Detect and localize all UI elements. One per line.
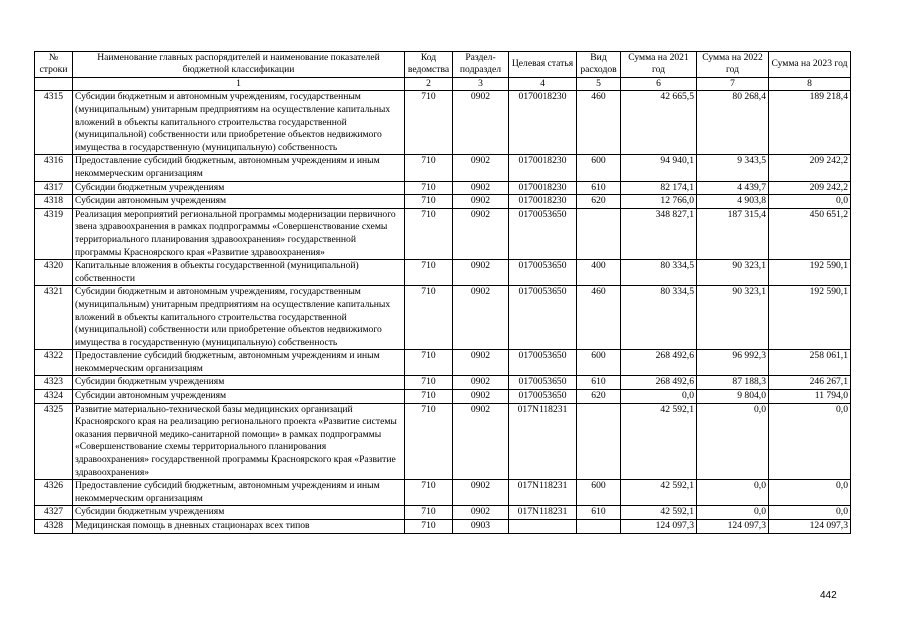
row-sum-2021: 268 492,6: [621, 350, 697, 376]
column-index-cell: 6: [621, 77, 697, 91]
row-exp-type: [577, 520, 621, 534]
row-target: [509, 520, 577, 534]
row-sum-2023: 11 794,0: [769, 390, 851, 404]
row-dept-code: 710: [405, 208, 453, 259]
row-name: Субсидии бюджетным и автономным учреждениям, государственным (муниципальным) унитарным предприятиям на осуществление капитальных вложений в объекты капитального строительства государственной (муниципальной) собственности или приобретение объектов недвижимого имущества в государственную (муниципальную) собственность: [73, 91, 405, 155]
column-index-cell: 1: [73, 77, 405, 91]
row-sum-2021: 42 592,1: [621, 403, 697, 480]
header-exp-type: Вид расходов: [577, 52, 621, 78]
row-sum-2023: 246 267,1: [769, 376, 851, 390]
row-target: 0170018230: [509, 91, 577, 155]
row-sum-2022: 90 323,1: [697, 260, 769, 286]
row-dept-code: 710: [405, 286, 453, 350]
row-sum-2023: 189 218,4: [769, 91, 851, 155]
row-sum-2021: 80 334,5: [621, 286, 697, 350]
row-dept-code: 710: [405, 195, 453, 209]
row-sum-2022: 90 323,1: [697, 286, 769, 350]
row-sum-2021: 124 097,3: [621, 520, 697, 534]
column-index-cell: [35, 77, 73, 91]
header-row-no: № строки: [35, 52, 73, 78]
row-sum-2022: 9 804,0: [697, 390, 769, 404]
row-number: 4318: [35, 195, 73, 209]
row-number: 4327: [35, 506, 73, 520]
row-sum-2021: 80 334,5: [621, 260, 697, 286]
budget-table: [34, 51, 851, 534]
row-section: 0902: [453, 208, 509, 259]
row-exp-type: 600: [577, 480, 621, 506]
header-dept-code: Код ведомства: [405, 52, 453, 78]
row-exp-type: 400: [577, 260, 621, 286]
row-sum-2021: 82 174,1: [621, 181, 697, 195]
row-target: 0170053650: [509, 376, 577, 390]
row-number: 4324: [35, 390, 73, 404]
row-name: Предоставление субсидий бюджетным, автономным учреждениям и иным некоммерческим организациям: [73, 155, 405, 181]
row-exp-type: 600: [577, 350, 621, 376]
row-sum-2022: 187 315,4: [697, 208, 769, 259]
row-section: 0902: [453, 390, 509, 404]
row-dept-code: 710: [405, 181, 453, 195]
row-number: 4316: [35, 155, 73, 181]
row-section: 0902: [453, 195, 509, 209]
row-dept-code: 710: [405, 403, 453, 480]
row-sum-2023: 209 242,2: [769, 155, 851, 181]
row-sum-2022: 0,0: [697, 480, 769, 506]
column-index-cell: 3: [453, 77, 509, 91]
row-number: 4321: [35, 286, 73, 350]
row-dept-code: 710: [405, 155, 453, 181]
row-sum-2022: 4 903,8: [697, 195, 769, 209]
row-section: 0902: [453, 91, 509, 155]
row-sum-2021: 0,0: [621, 390, 697, 404]
row-sum-2022: 96 992,3: [697, 350, 769, 376]
header-section: Раздел-подраздел: [453, 52, 509, 78]
row-dept-code: 710: [405, 91, 453, 155]
row-exp-type: 620: [577, 390, 621, 404]
table-row: [35, 506, 851, 520]
row-target: 017N118231: [509, 506, 577, 520]
row-exp-type: 600: [577, 155, 621, 181]
row-target: 017N118231: [509, 403, 577, 480]
row-sum-2023: 192 590,1: [769, 286, 851, 350]
table-row: [35, 520, 851, 534]
row-sum-2022: 0,0: [697, 403, 769, 480]
row-section: 0902: [453, 376, 509, 390]
table-row: [35, 480, 851, 506]
row-target: 0170053650: [509, 260, 577, 286]
row-sum-2021: 12 766,0: [621, 195, 697, 209]
row-dept-code: 710: [405, 376, 453, 390]
row-section: 0902: [453, 350, 509, 376]
row-target: 0170018230: [509, 155, 577, 181]
row-sum-2022: 9 343,5: [697, 155, 769, 181]
row-exp-type: 610: [577, 376, 621, 390]
column-index-cell: 7: [697, 77, 769, 91]
table-row: [35, 376, 851, 390]
row-name: Субсидии автономным учреждениям: [73, 390, 405, 404]
row-number: 4317: [35, 181, 73, 195]
row-section: 0903: [453, 520, 509, 534]
table-row: [35, 155, 851, 181]
row-dept-code: 710: [405, 480, 453, 506]
row-sum-2023: 124 097,3: [769, 520, 851, 534]
table-row: [35, 181, 851, 195]
row-target: 0170053650: [509, 286, 577, 350]
row-target: 0170053650: [509, 208, 577, 259]
row-sum-2021: 42 665,5: [621, 91, 697, 155]
row-section: 0902: [453, 480, 509, 506]
table-row: [35, 403, 851, 480]
table-row: [35, 350, 851, 376]
row-name: Предоставление субсидий бюджетным, автономным учреждениям и иным некоммерческим организациям: [73, 480, 405, 506]
page-number: 442: [820, 590, 837, 601]
row-number: 4320: [35, 260, 73, 286]
row-sum-2022: 80 268,4: [697, 91, 769, 155]
table-body: [35, 91, 851, 533]
row-exp-type: 610: [577, 506, 621, 520]
row-name: Субсидии автономным учреждениям: [73, 195, 405, 209]
row-target: 0170053650: [509, 390, 577, 404]
row-exp-type: [577, 208, 621, 259]
header-sum-2021: Сумма на 2021 год: [621, 52, 697, 78]
row-exp-type: [577, 403, 621, 480]
row-sum-2022: 0,0: [697, 506, 769, 520]
row-sum-2022: 4 439,7: [697, 181, 769, 195]
row-name: Предоставление субсидий бюджетным, автономным учреждениям и иным некоммерческим организациям: [73, 350, 405, 376]
row-name: Субсидии бюджетным и автономным учреждениям, государственным (муниципальным) унитарным предприятиям на осуществление капитальных вложений в объекты капитального строительства государственной (муниципальной) собственности или приобретение объектов недвижимого имущества в государственную (муниципальную) собственность: [73, 286, 405, 350]
row-dept-code: 710: [405, 506, 453, 520]
row-target: 0170053650: [509, 350, 577, 376]
row-name: Субсидии бюджетным учреждениям: [73, 376, 405, 390]
row-sum-2023: 0,0: [769, 480, 851, 506]
row-number: 4325: [35, 403, 73, 480]
table-row: [35, 208, 851, 259]
column-index-cell: 8: [769, 77, 851, 91]
row-exp-type: 460: [577, 91, 621, 155]
row-exp-type: 610: [577, 181, 621, 195]
row-name: Реализация мероприятий региональной программы модернизации первичного звена здравоохранения в рамках подпрограммы «Совершенствование схемы территориального планирования здравоохранения» государственной программы Красноярского края «Развитие здравоохранения»: [73, 208, 405, 259]
table-row: [35, 260, 851, 286]
row-name: Медицинская помощь в дневных стационарах всех типов: [73, 520, 405, 534]
row-name: Развитие материально-технической базы медицинских организаций Красноярского края на реализацию регионального проекта «Развитие системы оказания первичной медико-санитарной помощи» в рамках подпрограммы «Совершенствование схемы территориального планирования здравоохранения» государственной программы Красноярского края «Развитие здравоохранения»: [73, 403, 405, 480]
row-sum-2023: 450 651,2: [769, 208, 851, 259]
column-index-cell: 4: [509, 77, 577, 91]
row-number: 4326: [35, 480, 73, 506]
row-section: 0902: [453, 155, 509, 181]
row-section: 0902: [453, 260, 509, 286]
header-row: [35, 52, 851, 78]
row-exp-type: 460: [577, 286, 621, 350]
row-target: 0170018230: [509, 195, 577, 209]
header-target: Целевая статья: [509, 52, 577, 78]
header-sum-2023: Сумма на 2023 год: [769, 52, 851, 78]
row-exp-type: 620: [577, 195, 621, 209]
row-section: 0902: [453, 286, 509, 350]
row-number: 4322: [35, 350, 73, 376]
row-dept-code: 710: [405, 520, 453, 534]
row-name: Капитальные вложения в объекты государственной (муниципальной) собственности: [73, 260, 405, 286]
row-sum-2021: 94 940,1: [621, 155, 697, 181]
row-sum-2021: 42 592,1: [621, 480, 697, 506]
header-sum-2022: Сумма на 2022 год: [697, 52, 769, 78]
row-sum-2023: 0,0: [769, 195, 851, 209]
row-sum-2023: 192 590,1: [769, 260, 851, 286]
row-target: 0170018230: [509, 181, 577, 195]
column-index-cell: 5: [577, 77, 621, 91]
column-index-cell: 2: [405, 77, 453, 91]
row-name: Субсидии бюджетным учреждениям: [73, 506, 405, 520]
table-row: [35, 195, 851, 209]
row-sum-2022: 87 188,3: [697, 376, 769, 390]
row-sum-2021: 42 592,1: [621, 506, 697, 520]
row-name: Субсидии бюджетным учреждениям: [73, 181, 405, 195]
table-row: [35, 286, 851, 350]
row-sum-2023: 0,0: [769, 403, 851, 480]
row-target: 017N118231: [509, 480, 577, 506]
row-dept-code: 710: [405, 350, 453, 376]
row-number: 4315: [35, 91, 73, 155]
row-sum-2022: 124 097,3: [697, 520, 769, 534]
row-number: 4328: [35, 520, 73, 534]
header-name: Наименование главных распорядителей и наименование показателей бюджетной классификации: [73, 52, 405, 78]
row-section: 0902: [453, 506, 509, 520]
row-dept-code: 710: [405, 260, 453, 286]
row-sum-2023: 209 242,2: [769, 181, 851, 195]
row-number: 4319: [35, 208, 73, 259]
row-sum-2021: 268 492,6: [621, 376, 697, 390]
row-number: 4323: [35, 376, 73, 390]
table-row: [35, 91, 851, 155]
column-index-row: [35, 77, 851, 91]
row-section: 0902: [453, 403, 509, 480]
row-sum-2021: 348 827,1: [621, 208, 697, 259]
table-row: [35, 390, 851, 404]
row-sum-2023: 258 061,1: [769, 350, 851, 376]
row-section: 0902: [453, 181, 509, 195]
row-dept-code: 710: [405, 390, 453, 404]
row-sum-2023: 0,0: [769, 506, 851, 520]
